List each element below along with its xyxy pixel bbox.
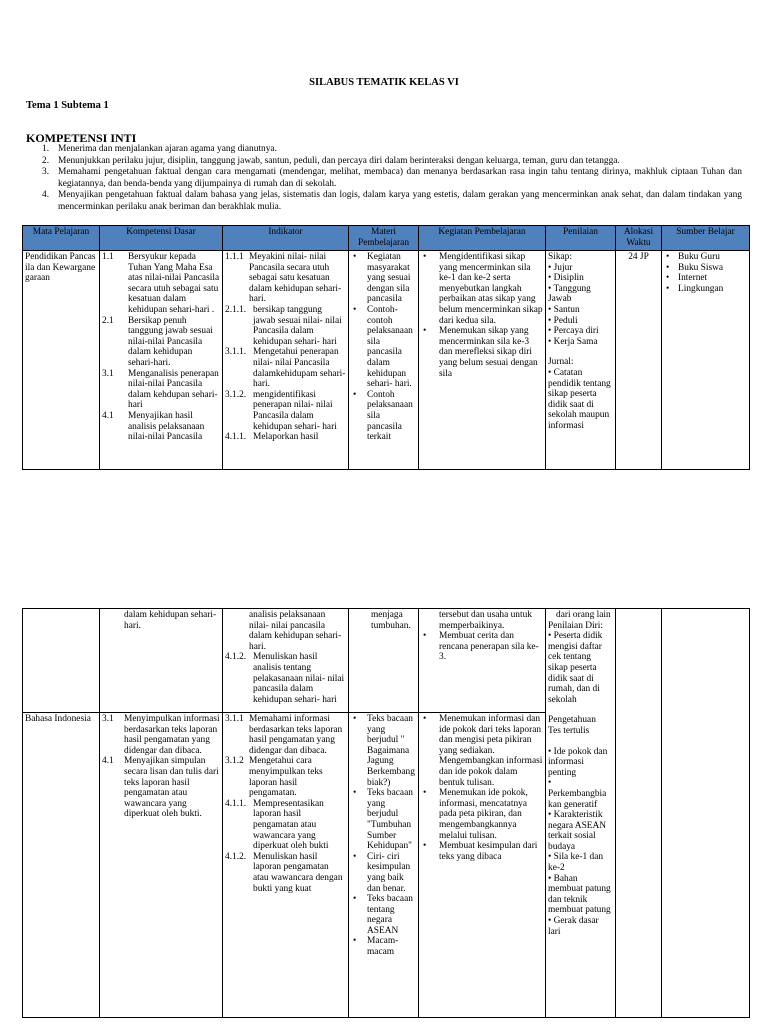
ki-heading: KOMPETENSI INTI	[26, 131, 137, 145]
ki-list	[26, 144, 742, 213]
page-title: SILABUS TEMATIK KELAS VI	[309, 77, 459, 88]
cell-materi: menjaga tumbuhan.	[349, 609, 419, 713]
header-mapel: Mata Pelajaran	[23, 226, 100, 251]
ki-item: 4. Menyajikan pengetahuan faktual dalam bahasa yang jelas, sistematis dan logis, dalam karya yang estetis, dalam gerakan yang mencerminkan anak sehat, dan dalam tindakan yang mencerminkan perilaku anak beriman dan berakhlak mulia.	[42, 190, 742, 212]
header-sumber: Sumber Belajar	[662, 226, 750, 251]
ki-item: 1. Menerima dan menjalankan ajaran agama yang dianutnya.	[42, 144, 277, 154]
cell-kd: 3.1 Menyimpulkan informasi berdasarkan teks laporan hasil pengamatan yang didengar dan dibaca. 4.1 Menyajikan simpulan secara lisan dan tulis dari teks laporan hasil pengamatan atau wawancara yang diperkuat oleh bukti.	[100, 713, 223, 1018]
header-indikator: Indikator	[223, 226, 349, 251]
cell-indikator: analisis pelaksanaan nilai- nilai pancasila dalam kehidupan sehari- hari. 4.1.2. Menuliskan hasil analisis tentang pelakasanaan nilai- nilai pancasila dalam kehidupan sehari- hari	[223, 609, 349, 713]
table-header-row	[23, 226, 750, 251]
cell-kegiatan: • Mengidentifikasi sikap yang mencerminkan sila ke-1 dan ke-2 serta menyebutkan langkah perbaikan atas sikap yang belum mencerminkan sikap dari kedua sila. • Menemukan sikap yang mencerminkan sila ke-3 dan merefleksi sikap diri yang belum sesuai dengan sila	[419, 251, 546, 470]
cell-penilaian: dari orang lain Penilaian Diri: • Peserta didik mengisi daftar cek tentang sikap peserta didik saat di rumah, dan di sekolah Pengetahuan Tes tertulis • Ide pokok dan informasi penting • Perkembangbia kan generatif • Karakteristik negara ASEAN terkait sosial budaya • Sila ke-1 dan ke-2 • Bahan membuat patung dan teknik membuat patung • Gerak dasar lari	[546, 609, 616, 1018]
cell-mapel	[23, 609, 100, 713]
cell-materi: • Kegiatan masyarakat yang sesuai dengan sila pancasila • Contoh-contoh pelaksanaan sila pancasila dalam kehidupan sehari- hari. • Contoh pelaksanaan sila pancasila terkait	[349, 251, 419, 470]
ki-item: 3. Memahami pengetahuan faktual dengan cara mengamati (mendengar, melihat, membaca) dan menanya berdasarkan rasa ingin tahu tentang dirinya, makhluk ciptaan Tuhan dan kegiatannya, dan benda-benda yang dijumpainya di rumah dan di sekolah.	[42, 167, 742, 189]
cell-penilaian: Sikap: • Jujur • Disiplin • Tanggung Jawab • Santun • Peduli • Percaya diri • Kerja Sama Jurnal: • Catatan pendidik tentang sikap peserta didik saat di sekolah maupun informasi	[546, 251, 616, 470]
syllabus-table-continued	[22, 608, 750, 1018]
syllabus-table	[22, 225, 750, 470]
cell-kd: dalam kehidupan sehari-hari.	[100, 609, 223, 713]
header-penilaian: Penilaian	[546, 226, 616, 251]
header-kegiatan: Kegiatan Pembelajaran	[419, 226, 546, 251]
header-materi: Materi Pembelajaran	[349, 226, 419, 251]
cell-sumber: • Buku Guru • Buku Siswa • Internet • Lingkungan	[662, 251, 750, 470]
cell-mapel: Pendidikan Pancasila dan Kewarganegaraan	[23, 251, 100, 470]
ki-item: 2. Menunjukkan perilaku jujur, disiplin, tanggung jawab, santun, peduli, dan percaya diri dalam berinteraksi dengan keluarga, teman, guru dan tetangga.	[42, 155, 620, 166]
cell-indikator: 3.1.1 Memahami informasi berdasarkan teks laporan hasil pengamatan yang didengar dan dibaca. 3.1.2 Mengetahui cara menyimpulkan teks laporan hasil pengamatan. 4.1.1. Mempresentasikan laporan hasil pengamatan atau wawancara yang diperkuat oleh bukti 4.1.2. Menuliskan hasil laporan pengamatan atau wawancara dengan bukti yang kuat	[223, 713, 349, 1018]
cell-mapel: Bahasa Indonesia	[23, 713, 100, 1018]
cell-alokasi	[616, 609, 662, 1018]
table-row	[23, 251, 750, 470]
cell-indikator: 1.1.1 Meyakini nilai- nilai Pancasila secara utuh sebagai satu kesatuan dalam kehidupan sehari- hari. 2.1.1. bersikap tanggung jawab sesuai nilai- nilai Pancasila dalam kehidupan sehari- hari 3.1.1. Mengetahui penerapan nilai- nilai Pancasila dalamkehidupam sehari- hari. 3.1.2. mengidentifikasi penerapan nilai- nilai Pancasila dalam kehidupan sehari- hari 4.1.1. Melaporkan hasil	[223, 251, 349, 470]
cell-alokasi: 24 JP	[616, 251, 662, 470]
cell-sumber	[662, 609, 750, 1018]
header-kd: Kompetensi Dasar	[100, 226, 223, 251]
cell-kegiatan: • Menemukan informasi dan ide pokok dari teks laporan dan mengisi peta pikiran yang sediakan. Mengembangkan informasi dan ide pokok dalam bentuk tulisan. • Menemukan ide pokok, informasi, mencatatnya pada peta pikiran, dan mengembangkannya melalui tulisan. • Membuat kesimpulan dari teks yang dibaca	[419, 713, 546, 1018]
cell-kegiatan: tersebut dan usaha untuk memperbaikinya. • Membuat cerita dan rencana penerapan sila ke-3.	[419, 609, 546, 713]
subtitle: Tema 1 Subtema 1	[26, 100, 109, 111]
cell-kd: 1.1 Bersyukur kepada Tuhan Yang Maha Esa atas nilai-nilai Pancasila secara utuh sebagai satu kesatuan dalam kehidupan sehari-hari . 2.1 Bersikap penuh tanggung jawab sesuai nilai-nilai Pancasila dalam kehidupan sehari-hari. 3.1 Menganalisis penerapan nilai-nilai Pancasila dalam kehdupan sehari-hari 4.1 Menyajikan hasil analisis pelaksanaan nilai-nilai Pancasila	[100, 251, 223, 470]
header-alokasi: Alokasi Waktu	[616, 226, 662, 251]
table-row	[23, 609, 750, 713]
cell-materi: • Teks bacaan yang berjudul " Bagaimana Jagung Berkembang biak?) • Teks bacaan yang berjudul "Tumbuhan Sumber Kehidupan" • Ciri- ciri kesimpulan yang baik dan benar. • Teks bacaan tentang negara ASEAN • Macam-macam	[349, 713, 419, 1018]
